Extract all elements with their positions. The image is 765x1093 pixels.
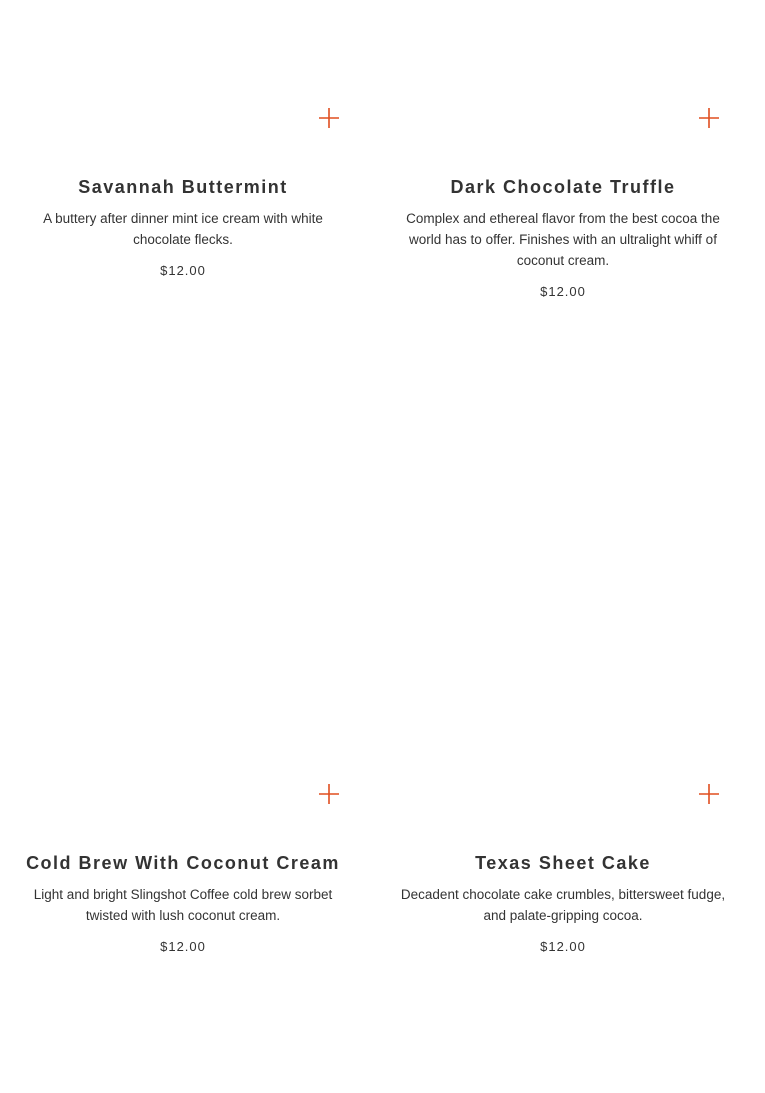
product-price: $12.00 (160, 263, 206, 278)
product-price: $12.00 (540, 284, 586, 299)
product-price: $12.00 (160, 939, 206, 954)
plus-icon (697, 782, 721, 806)
plus-icon (317, 782, 341, 806)
plus-icon (317, 106, 341, 130)
product-description: Light and bright Slingshot Coffee cold brew sorbet twisted with lush coconut cream. (33, 887, 333, 923)
product-price: $12.00 (540, 939, 586, 954)
product-name[interactable]: Texas Sheet Cake (475, 853, 651, 873)
product-name[interactable]: Dark Chocolate Truffle (450, 177, 676, 197)
product-name[interactable]: Savannah Buttermint (78, 177, 288, 197)
product-name[interactable]: Cold Brew With Coconut Cream (26, 853, 340, 873)
product-description: Complex and ethereal flavor from the best cocoa the world has to offer. Finishes with an ultralight whiff of coconut cream. (406, 211, 720, 268)
add-to-cart-button[interactable] (697, 782, 721, 806)
product-description: A buttery after dinner mint ice cream with white chocolate flecks. (43, 211, 323, 247)
product-description: Decadent chocolate cake crumbles, bittersweet fudge, and palate-gripping cocoa. (400, 887, 726, 923)
add-to-cart-button[interactable] (317, 106, 341, 130)
add-to-cart-button[interactable] (697, 106, 721, 130)
add-to-cart-button[interactable] (317, 782, 341, 806)
plus-icon (697, 106, 721, 130)
